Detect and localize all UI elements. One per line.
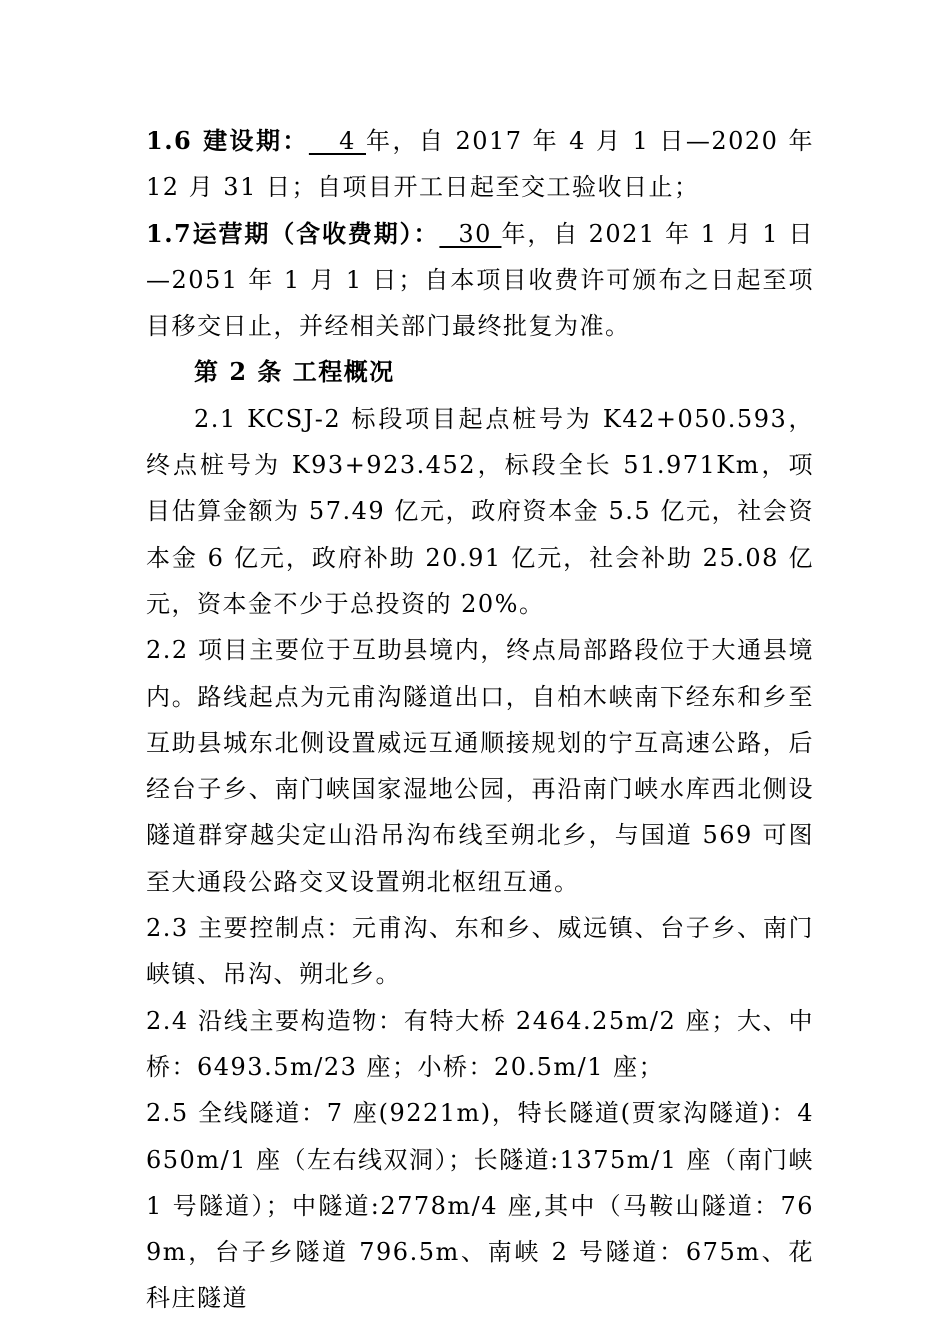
clause-1-6-value: 4 [308, 127, 366, 155]
clause-2-4: 2.4 沿线主要构造物：有特大桥 2464.25m/2 座；大、中桥：6493.5m/23 座；小桥：20.5m/1 座； [146, 1006, 814, 1081]
document-body [146, 118, 814, 1322]
clause-1-7 [146, 211, 814, 350]
clause-1-7-value: 30 [439, 219, 502, 248]
clause-2-5: 2.5 全线隧道：7 座(9221m)，特长隧道(贾家沟隧道)：4650m/1 座（左右线双洞）；长隧道:1375m/1 座（南门峡 1 号隧道）；中隧道:2778m/4 座,其中（马鞍山隧道：769m，台子乡隧道 796.5m、南峡 2 号隧道：675m、花科庄隧道 [146, 1099, 814, 1313]
clause-2-2: 2.2 项目主要位于互助县境内，终点局部路段位于大通县境内。路线起点为元甫沟隧道出口，自柏木峡南下经东和乡至互助县城东北侧设置威远互通顺接规划的宁互高速公路，后经台子乡、南门峡国家湿地公园，再沿南门峡水库西北侧设隧道群穿越尖定山沿吊沟布线至朔北乡，与国道 569 可图至大通段公路交叉设置朔北枢纽互通。 [146, 636, 814, 896]
clause-1-7-label: 1.7运营期（含收费期）： [146, 218, 440, 248]
clause-2-3: 2.3 主要控制点：元甫沟、东和乡、威远镇、台子乡、南门峡镇、吊沟、朔北乡。 [146, 914, 814, 989]
clause-1-7-text: 年，自 2021 年 1 月 1 日—2051 年 1 月 1 日；自本项目收费许可颁布之日起至项目移交日止，并经相关部门最终批复为准。 [146, 219, 814, 341]
clause-2-1: 2.1 KCSJ-2 标段项目起点桩号为 K42+050.593，终点桩号为 K93+923.452，标段全长 51.971Km，项目估算金额为 57.49 亿元，政府资本金 5.5 亿元，社会资本金 6 亿元，政府补助 20.91 亿元，社会补助 25.08 亿元，资本金不少于总投资的 20%。 [146, 404, 814, 618]
article-2-title: 第 2 条 工程概况 [194, 357, 395, 387]
clause-1-6-label: 1.6 建设期： [146, 126, 309, 155]
clause-1-6-text: 年，自 2017 年 4 月 1 日—2020 年 12 月 31 日；自项目开工日起至交工验收日止； [146, 127, 814, 202]
clause-1-6 [146, 118, 814, 211]
